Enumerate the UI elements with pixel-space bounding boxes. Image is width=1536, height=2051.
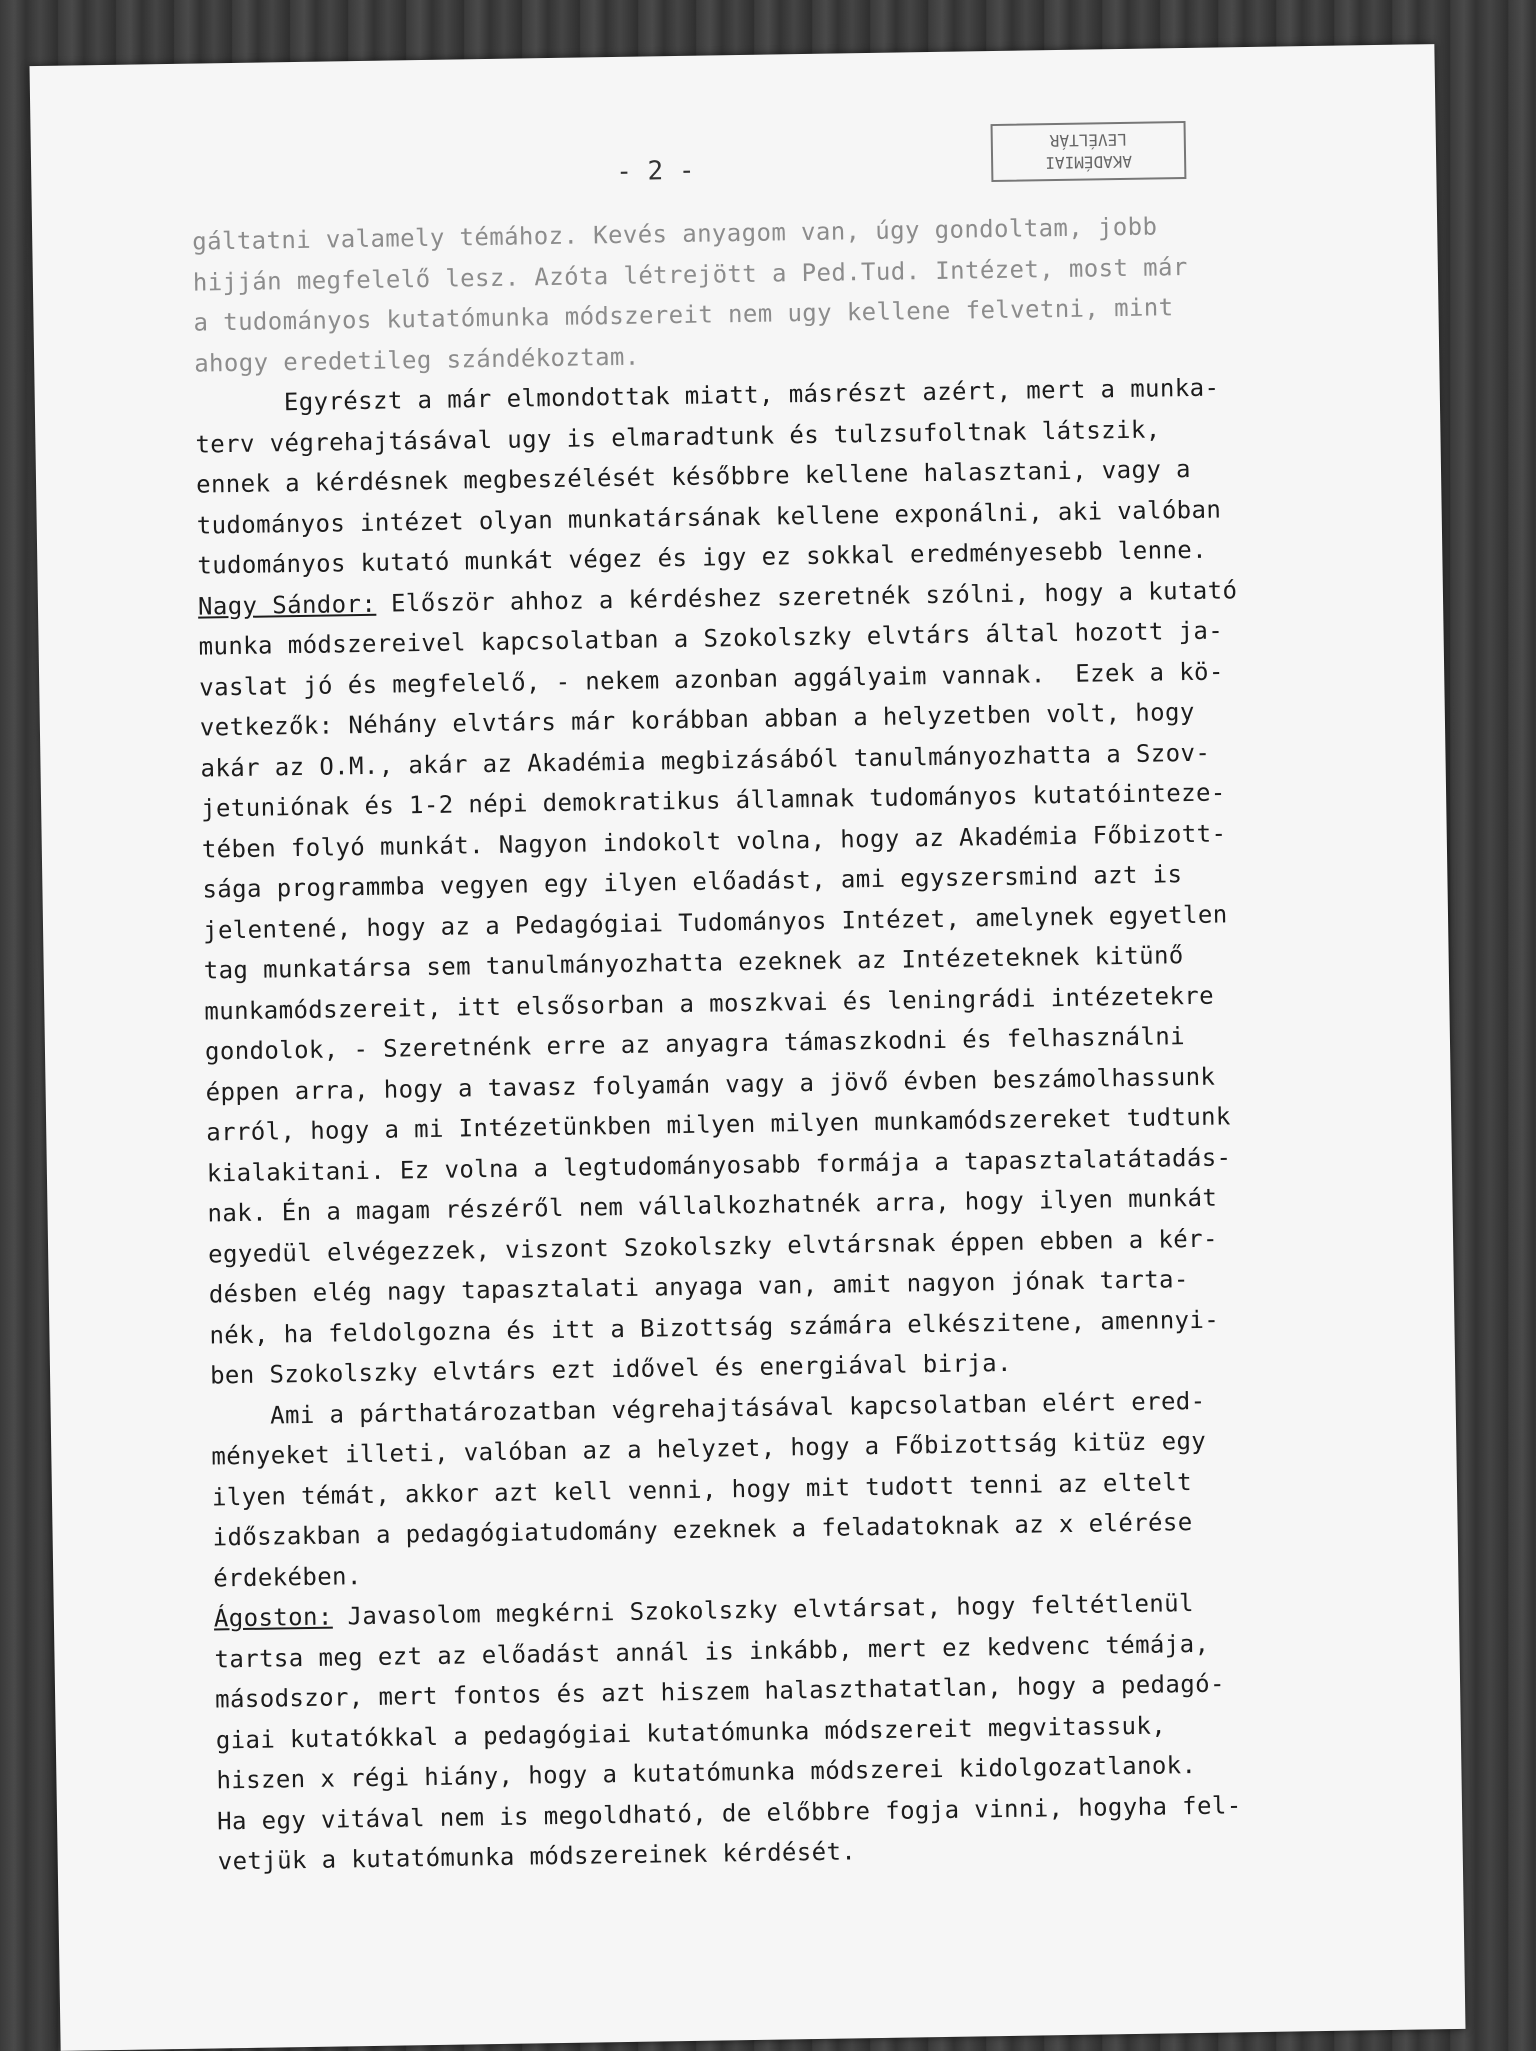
text-line: ahogy eredetileg szándékoztam. <box>193 342 640 378</box>
text-line: tartsa meg ezt az előadást annál is inkább, mert ez kedvenc témája, <box>214 1629 1210 1673</box>
text-line: Egyrészt a már elmondottak miatt, másrészt azért, mert a munka- <box>194 373 1220 418</box>
text-line: Ami a párthatározatban végrehajtásával kapcsolatban elért ered- <box>210 1386 1206 1430</box>
text-line: gondolok, - Szeretnénk erre az anyagra támaszkodni és felhasználni <box>204 1022 1186 1066</box>
text-line: tudományos intézet olyan munkatársának kellene exponálni, aki valóban <box>196 494 1222 540</box>
text-line: másodszor, mert fontos és azt hiszem halaszthatatlan, hogy a pedagó- <box>214 1669 1226 1714</box>
text-line: sága programmba vegyen egy ilyen előadást, ami egyszersmind azt is <box>202 860 1183 904</box>
text-line: kialakitani. Ez volna a legtudományosabb formája a tapasztalatátadás- <box>206 1142 1232 1188</box>
text-line: ennek a kérdésnek megbeszélését későbbre kellene halasztani, vagy a <box>195 454 1192 499</box>
text-line: munkamódszereit, itt elsősorban a moszkvai és leningrádi intézetekre <box>204 981 1215 1026</box>
text-line: vaslat jó és megfelelő, - nekem azonban aggályaim vannak. Ezek a kö- <box>199 656 1224 702</box>
text-line: giai kutatókkal a pedagógiai kutatómunka módszereit megvitassuk, <box>215 1711 1167 1754</box>
text-line: tében folyó munkát. Nagyon indokolt volna, hogy az Akadémia Főbizott- <box>201 818 1227 864</box>
text-line: nak. Én a magam részéről nem vállalkozhatnék arra, hogy ilyen munkát <box>207 1183 1218 1228</box>
text-line: hijján megfelelő lesz. Azóta létrejött a Ped.Tud. Intézet, most már <box>192 252 1188 297</box>
page-number: - 2 - <box>615 155 695 187</box>
text-line: jelentené, hogy az a Pedagógiai Tudományos Intézet, amelynek egyetlen <box>202 899 1228 945</box>
document-page <box>29 44 1465 2051</box>
speaker-name: Nagy Sándor: <box>197 589 377 621</box>
text-line: jetuniónak és 1-2 népi demokratikus államnak tudományos kutatóinteze- <box>200 778 1226 823</box>
document-body <box>192 202 1458 1882</box>
text-line: vetjük a kutatómunka módszereinek kérdését. <box>217 1837 857 1876</box>
archive-stamp <box>991 121 1187 182</box>
text-line: ben Szokolszky elvtárs ezt idővel és energiával birja. <box>209 1348 1013 1390</box>
text-line: désben elég nagy tapasztalati anyaga van, amit nagyon jónak tarta- <box>208 1265 1189 1309</box>
speaker-text: Javasolom megkérni Szokolszky elvtársat, hogy feltétlenül <box>332 1589 1195 1631</box>
text-line: ilyen témát, akkor azt kell venni, hogy mit tudott tenni az eltelt <box>211 1467 1193 1511</box>
text-line: egyedül elvégezzek, viszont Szokolszky elvtársnak éppen ebben a kér- <box>207 1224 1219 1268</box>
text-line: tag munkatársa sem tanulmányozhatta ezeknek az Intézeteknek kitünő <box>203 941 1184 985</box>
text-line: nék, ha feldolgozna és itt a Bizottság számára elkészitene, amennyi- <box>209 1305 1220 1349</box>
text-line: ményeket illeti, valóban az a helyzet, hogy a Főbizottság kitüz egy <box>211 1426 1207 1471</box>
stamp-line-2: LEVÉLTÁR <box>1049 129 1127 151</box>
text-line: a tudományos kutatómunka módszereit nem ugy kellene felvetni, mint <box>193 293 1174 337</box>
text-line: arról, hogy a mi Intézetünkben milyen milyen munkamódszereket tudtunk <box>206 1102 1231 1147</box>
text-line: időszakban a pedagógiatudomány ezeknek a feladatoknak az x elérése <box>212 1508 1193 1552</box>
text-line: érdekében. <box>213 1561 362 1592</box>
text-line: vetkezők: Néhány elvtárs már korábban abban a helyzetben volt, hogy <box>199 697 1195 742</box>
speaker-text: Először ahhoz a kérdéshez szeretnék szólni, hogy a kutató <box>375 575 1238 618</box>
text-line: munka módszereivel kapcsolatban a Szokolszky elvtárs által hozott ja- <box>198 616 1224 661</box>
text-line: gáltatni valamely témához. Kevés anyagom van, úgy gondoltam, jobb <box>192 212 1158 256</box>
text-line: éppen arra, hogy a tavasz folyamán vagy a jövő évben beszámolhassunk <box>205 1062 1216 1107</box>
text-line: akár az O.M., akár az Akadémia megbizásából tanulmányozhatta a Szov- <box>200 738 1211 783</box>
speaker-name: Ágoston: <box>213 1602 333 1633</box>
text-line: hiszen x régi hiány, hogy a kutatómunka módszerei kidolgozatlanok. <box>216 1751 1197 1795</box>
text-line: tudományos kutató munkát végez és igy ez sokkal eredményesebb lenne. <box>197 535 1208 580</box>
text-line: Ha egy vitával nem is megoldható, de előbbre fogja vinni, hogyha fel- <box>216 1790 1242 1835</box>
text-line: terv végrehajtásával ugy is elmaradtunk és tulzsufoltnak látszik, <box>195 414 1161 459</box>
stamp-line-1: AKADÉMIAI <box>1045 151 1133 173</box>
